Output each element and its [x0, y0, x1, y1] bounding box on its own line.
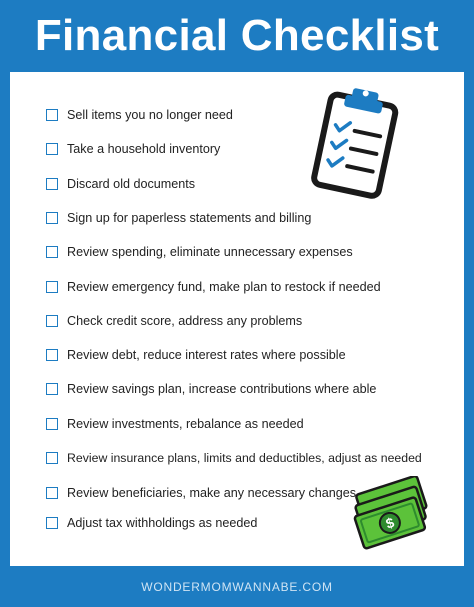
- checklist-item[interactable]: [46, 208, 311, 228]
- checkbox[interactable]: [46, 517, 58, 529]
- checkbox[interactable]: [46, 143, 58, 155]
- checklist-item[interactable]: [46, 242, 353, 262]
- checklist-item[interactable]: [46, 345, 346, 365]
- checklist-item[interactable]: [46, 448, 422, 468]
- checklist-item-label: Review insurance plans, limits and deductibles, adjust as needed: [67, 451, 422, 465]
- checklist-item-label: Review beneficiaries, make any necessary changes: [67, 486, 357, 500]
- checklist-item-label: Check credit score, address any problems: [67, 314, 303, 328]
- dollar-symbol: $: [383, 514, 397, 532]
- checkbox[interactable]: [46, 212, 58, 224]
- checkbox[interactable]: [46, 281, 58, 293]
- checklist-item[interactable]: [46, 277, 381, 297]
- checklist-item-label: Review emergency fund, make plan to restock if needed: [67, 280, 381, 294]
- checkbox[interactable]: [46, 487, 58, 499]
- checklist-item[interactable]: [46, 139, 220, 159]
- checklist-item[interactable]: [46, 105, 233, 125]
- checkbox[interactable]: [46, 452, 58, 464]
- checklist-item-label: Review savings plan, increase contributions where able: [67, 382, 377, 396]
- page-title: Financial Checklist: [34, 11, 440, 60]
- checklist-item-label: Sell items you no longer need: [67, 108, 233, 122]
- checklist-item-label: Review investments, rebalance as needed: [67, 417, 304, 431]
- checkbox[interactable]: [46, 418, 58, 430]
- checkbox[interactable]: [46, 246, 58, 258]
- checkbox[interactable]: [46, 178, 58, 190]
- checklist-item-label: Take a household inventory: [67, 142, 221, 156]
- checklist-item[interactable]: [46, 311, 302, 331]
- clipboard-icon: [303, 86, 413, 212]
- checklist-item-label: Review spending, eliminate unnecessary expenses: [67, 245, 353, 259]
- checklist-item-label: Sign up for paperless statements and billing: [67, 211, 312, 225]
- checklist-item-label: Review debt, reduce interest rates where possible: [67, 348, 346, 362]
- checklist-item[interactable]: [46, 414, 304, 434]
- money-stack-icon: [352, 476, 438, 556]
- checklist-item[interactable]: [46, 483, 356, 503]
- checkbox[interactable]: [46, 383, 58, 395]
- checkbox[interactable]: [46, 109, 58, 121]
- checklist-item[interactable]: [46, 174, 195, 194]
- checklist-item-label: Adjust tax withholdings as needed: [67, 516, 258, 530]
- footer-url[interactable]: WONDERMOMWANNABE.COM: [141, 579, 333, 594]
- checklist-item[interactable]: [46, 379, 376, 399]
- checklist-item[interactable]: [46, 513, 257, 533]
- checkbox[interactable]: [46, 349, 58, 361]
- checkbox[interactable]: [46, 315, 58, 327]
- checklist-item-label: Discard old documents: [67, 177, 196, 191]
